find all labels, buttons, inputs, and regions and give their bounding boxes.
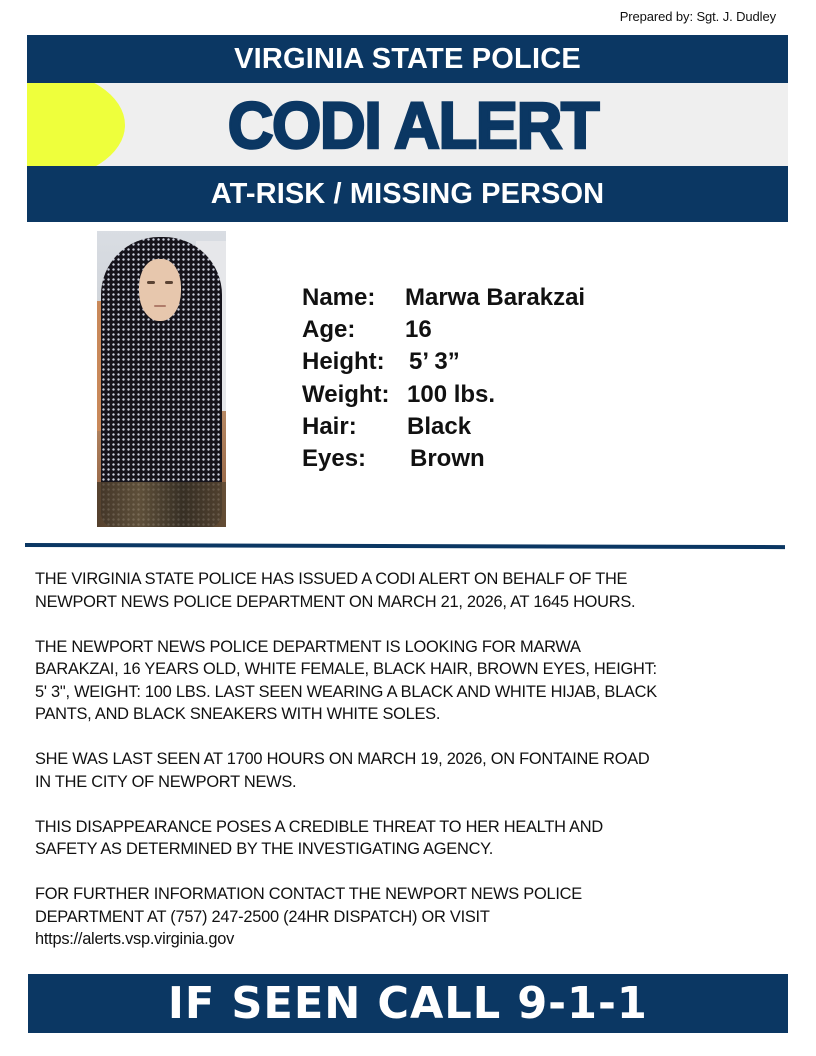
detail-value: 5’ 3” bbox=[409, 348, 460, 376]
subtitle-band bbox=[27, 166, 788, 222]
detail-value: Black bbox=[407, 412, 472, 440]
paragraph-last-seen: SHE WAS LAST SEEN AT 1700 HOURS ON MARCH 19, 2026, ON FONTAINE ROAD IN THE CITY OF NEWPORT NEWS. bbox=[35, 750, 650, 791]
detail-label: Height: bbox=[302, 348, 385, 376]
missing-person-photo bbox=[97, 231, 226, 527]
section-divider bbox=[25, 543, 785, 549]
call-to-action: IF SEEN CALL 9-1-1 bbox=[167, 978, 648, 1029]
person-face bbox=[139, 259, 181, 321]
detail-value: Brown bbox=[410, 444, 485, 472]
detail-label: Name: bbox=[302, 284, 376, 311]
paragraph-issuance: THE VIRGINIA STATE POLICE HAS ISSUED A CODI ALERT ON BEHALF OF THE NEWPORT NEWS POLICE DEPARTMENT ON MARCH 21, 2026, AT 1645 HOURS. bbox=[35, 570, 636, 611]
alert-header-banner bbox=[27, 35, 788, 222]
paragraph-description: THE NEWPORT NEWS POLICE DEPARTMENT IS LOOKING FOR MARWA BARAKZAI, 16 YEARS OLD, WHITE FEMALE, BLACK HAIR, BROWN EYES, HEIGHT: 5' 3", WEIGHT: 100 LBS. LAST SEEN WEARING A BLACK AND WHITE HIJAB, BLACK PANTS, AND BLACK SNEAKERS WITH WHITE SOLES. bbox=[35, 637, 657, 723]
prepared-by-credit: Prepared by: Sgt. J. Dudley bbox=[619, 9, 776, 24]
detail-value: Marwa Barakzai bbox=[405, 284, 586, 311]
call-911-banner bbox=[28, 974, 788, 1033]
detail-value: 16 bbox=[405, 316, 432, 344]
alert-title-band bbox=[27, 83, 788, 166]
detail-label: Age: bbox=[302, 316, 356, 344]
detail-label: Hair: bbox=[302, 412, 357, 440]
agency-band bbox=[27, 35, 788, 83]
contact-url-link[interactable]: https://alerts.vsp.virginia.gov bbox=[35, 930, 235, 948]
alert-subtitle: AT-RISK / MISSING PERSON bbox=[210, 177, 605, 210]
paragraph-contact: FOR FURTHER INFORMATION CONTACT THE NEWPORT NEWS POLICE DEPARTMENT AT (757) 247-2500 (24HR DISPATCH) OR VISIT https://alerts.vsp.virginia.gov bbox=[35, 883, 785, 951]
detail-label: Weight: bbox=[302, 380, 390, 408]
detail-value: 100 lbs. bbox=[407, 380, 496, 408]
agency-name: VIRGINIA STATE POLICE bbox=[234, 42, 581, 75]
yellow-circle-decoration bbox=[27, 83, 125, 166]
alert-body bbox=[35, 568, 785, 973]
photo-floor bbox=[97, 482, 226, 527]
alert-title: CODI ALERT bbox=[227, 87, 598, 162]
detail-label: Eyes: bbox=[302, 444, 367, 472]
paragraph-threat: THIS DISAPPEARANCE POSES A CREDIBLE THREAT TO HER HEALTH AND SAFETY AS DETERMINED BY THE INVESTIGATING AGENCY. bbox=[35, 817, 603, 858]
